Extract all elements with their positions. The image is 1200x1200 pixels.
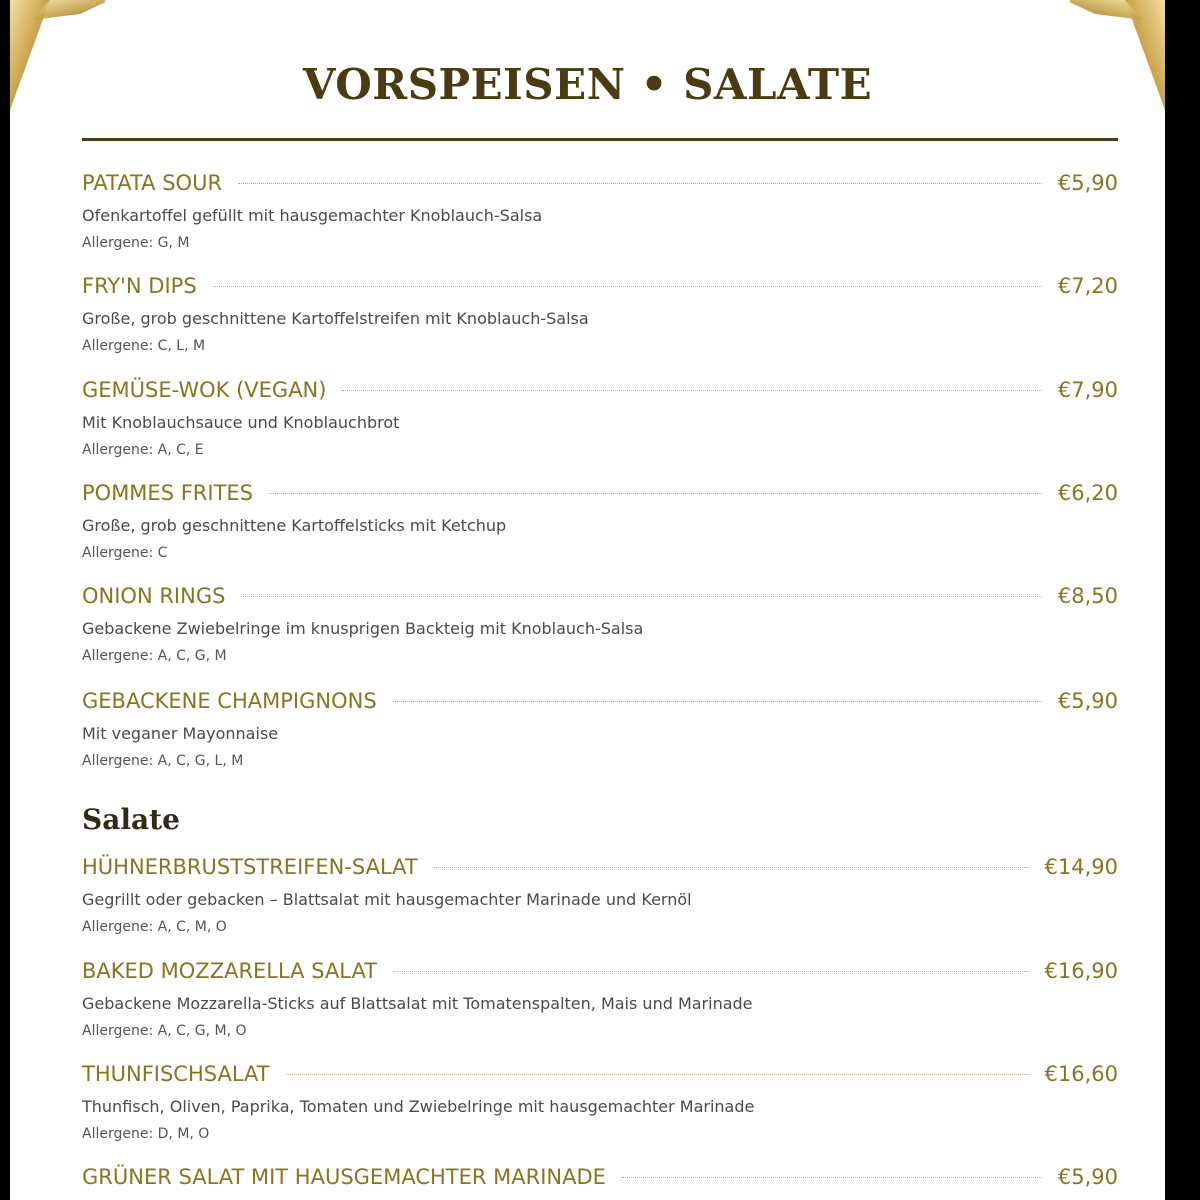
menu-item <box>82 689 1118 784</box>
menu-item-name: GRÜNER SALAT MIT HAUSGEMACHTER MARINADE <box>82 1165 606 1189</box>
menu-item-description: Große, grob geschnittene Kartoffelsticks mit Ketchup <box>82 516 507 535</box>
menu-item-allergens: Allergene: A, C, G, L, M <box>82 753 244 769</box>
menu-item-allergens: Allergene: A, C, G, M <box>82 648 227 664</box>
menu-item-price: €8,50 <box>1057 584 1118 608</box>
menu-item <box>82 959 1118 1054</box>
dotted-leader <box>238 183 1042 184</box>
menu-item-description: Große, grob geschnittene Kartoffelstreifen mit Knoblauch-Salsa <box>82 309 589 328</box>
menu-item-allergens: Allergene: C <box>82 545 168 561</box>
dotted-leader <box>393 701 1042 702</box>
menu-item-name: BAKED MOZZARELLA SALAT <box>82 959 378 983</box>
menu-item-description: Gebackene Mozzarella-Sticks auf Blattsalat mit Tomatenspalten, Mais und Marinade <box>82 994 753 1013</box>
menu-item <box>82 855 1118 950</box>
menu-item-name: HÜHNERBRUSTSTREIFEN-SALAT <box>82 855 418 879</box>
dotted-leader <box>342 390 1041 391</box>
menu-item-allergens: Allergene: A, C, E <box>82 442 204 458</box>
menu-item <box>82 1062 1118 1157</box>
menu-item-description: Gebackene Zwiebelringe im knusprigen Backteig mit Knoblauch-Salsa <box>82 619 644 638</box>
menu-item-allergens: Allergene: A, C, G, M, O <box>82 1023 247 1039</box>
menu-item-allergens: Allergene: C, L, M <box>82 338 206 354</box>
menu-item-allergens: Allergene: D, M, O <box>82 1126 210 1142</box>
dotted-leader <box>241 596 1041 597</box>
menu-item-description: Mit veganer Mayonnaise <box>82 724 279 743</box>
menu-item-price: €16,60 <box>1044 1062 1118 1086</box>
dotted-leader <box>269 493 1042 494</box>
menu-item <box>82 1165 1118 1200</box>
menu-item-allergens: Allergene: G, M <box>82 235 190 251</box>
menu-item-price: €7,20 <box>1057 274 1118 298</box>
menu-item-name: GEMÜSE-WOK (VEGAN) <box>82 378 327 402</box>
title-divider <box>82 138 1118 141</box>
menu-item-name: POMMES FRITES <box>82 481 253 505</box>
menu-item-description: Thunfisch, Oliven, Paprika, Tomaten und Zwiebelringe mit hausgemachter Marinade <box>82 1097 755 1116</box>
menu-item-price: €5,90 <box>1057 689 1118 713</box>
menu-item-price: €5,90 <box>1057 1165 1118 1189</box>
menu-item-price: €7,90 <box>1057 378 1118 402</box>
dotted-leader <box>622 1177 1042 1178</box>
dotted-leader <box>393 971 1028 972</box>
menu-item-description: Mit Knoblauchsauce und Knoblauchbrot <box>82 413 400 432</box>
menu-item <box>82 481 1118 576</box>
menu-item-name: THUNFISCHSALAT <box>82 1062 270 1086</box>
menu-item-name: ONION RINGS <box>82 584 226 608</box>
menu-item <box>82 584 1118 679</box>
menu-item-price: €5,90 <box>1057 171 1118 195</box>
menu-item <box>82 378 1118 473</box>
menu-item-price: €14,90 <box>1044 855 1118 879</box>
menu-item-allergens: Allergene: A, C, M, O <box>82 919 227 935</box>
menu-item <box>82 274 1118 369</box>
menu-item-price: €6,20 <box>1057 481 1118 505</box>
menu-item-description: Ofenkartoffel gefüllt mit hausgemachter Knoblauch-Salsa <box>82 206 543 225</box>
menu-page <box>10 0 1165 1200</box>
dotted-leader <box>286 1074 1029 1075</box>
dotted-leader <box>213 286 1042 287</box>
menu-item-name: PATATA SOUR <box>82 171 223 195</box>
menu-item-description: Gegrillt oder gebacken – Blattsalat mit hausgemachter Marinade und Kernöl <box>82 890 692 909</box>
menu-item-name: GEBACKENE CHAMPIGNONS <box>82 689 377 713</box>
section-heading-salate: Salate <box>82 803 180 836</box>
dotted-leader <box>434 867 1029 868</box>
menu-item-name: FRY'N DIPS <box>82 274 197 298</box>
menu-item <box>82 171 1118 266</box>
page-title: VORSPEISEN • SALATE <box>302 60 873 109</box>
menu-item-price: €16,90 <box>1044 959 1118 983</box>
